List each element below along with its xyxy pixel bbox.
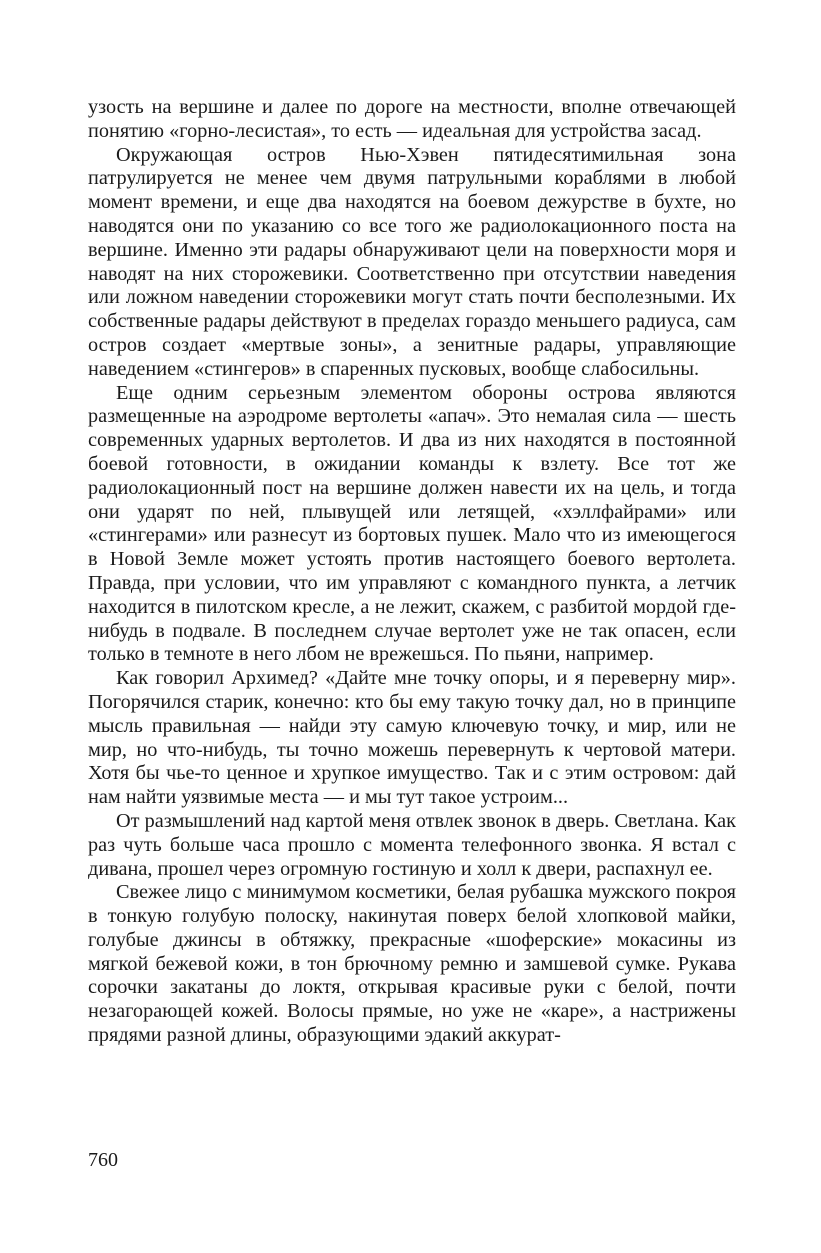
paragraph-5: От размышлений над картой меня отвлек звонок в дверь. Светлана. Как раз чуть больше часа прошло с момента телефонного звонка. Я встал с дивана, прошел через огромную гостиную и холл к двери, распахнул ее.: [88, 809, 736, 880]
paragraph-1: узость на вершине и далее по дороге на местности, вполне отвечающей понятию «горно-лесистая», то есть — идеальная для устройства засад.: [88, 96, 736, 142]
paragraph-6: Свежее лицо с минимумом косметики, белая рубашка мужского покроя в тонкую голубую полоску, накинутая поверх белой хлопковой майки, голубые джинсы в обтяжку, прекрасные «шоферские» мокасины из мягкой бежевой кожи, в тон брючному ремню и замшевой сумке. Рукава сорочки закатаны до локтя, открывая красивые руки с белой, почти незагорающей кожей. Волосы прямые, но уже не «каре», а настрижены прядями разной длины, образующими эдакий аккурат-: [88, 881, 736, 1047]
paragraph-2: Окружающая остров Нью-Хэвен пятидесятимильная зона патрулируется не менее чем двумя патрульными кораблями в любой момент времени, и еще два находятся на боевом дежурстве в бухте, но наводятся они по указанию со все того же радиолокационного поста на вершине. Именно эти радары обнаруживают цели на поверхности моря и наводят на них сторожевики. Соответственно при отсутствии наведения или ложном наведении сторожевики могут стать почти бесполезными. Их собственные радары действуют в пределах гораздо меньшего радиуса, сам остров создает «мертвые зоны», а зенитные радары, управляющие наведением «стингеров» в спаренных пусковых, вообще слабосильны.: [88, 143, 736, 380]
paragraph-4: Как говорил Архимед? «Дайте мне точку опоры, и я переверну мир». Погорячился старик, конечно: кто бы ему такую точку дал, но в принципе мысль правильная — найди эту самую ключевую точку, и мир, или не мир, но что-нибудь, ты точно можешь перевернуть к чертовой матери. Хотя бы чье-то ценное и хрупкое имущество. Так и с этим островом: дай нам найти уязвимые места — и мы тут такое устроим...: [88, 667, 736, 809]
paragraph-3: Еще одним серьезным элементом обороны острова являются размещенные на аэродроме вертолеты «апач». Это немалая сила — шесть современных ударных вертолетов. И два из них находятся в постоянной боевой готовности, в ожидании команды к взлету. Все тот же радиолокационный пост на вершине должен навести их на цель, и тогда они ударят по ней, плывущей или летящей, «хэллфайрами» или «стингерами» или разнесут из бортовых пушек. Мало что из имеющегося в Новой Земле может устоять против настоящего боевого вертолета. Правда, при условии, что им управляют с командного пункта, а летчик находится в пилотском кресле, а не лежит, скажем, с разбитой мордой где-нибудь в подвале. В последнем случае вертолет уже не так опасен, если только в темноте в него лбом не врежешься. По пьяни, например.: [88, 381, 736, 666]
page-number: 760: [88, 1149, 118, 1171]
page-body: [88, 96, 736, 1048]
